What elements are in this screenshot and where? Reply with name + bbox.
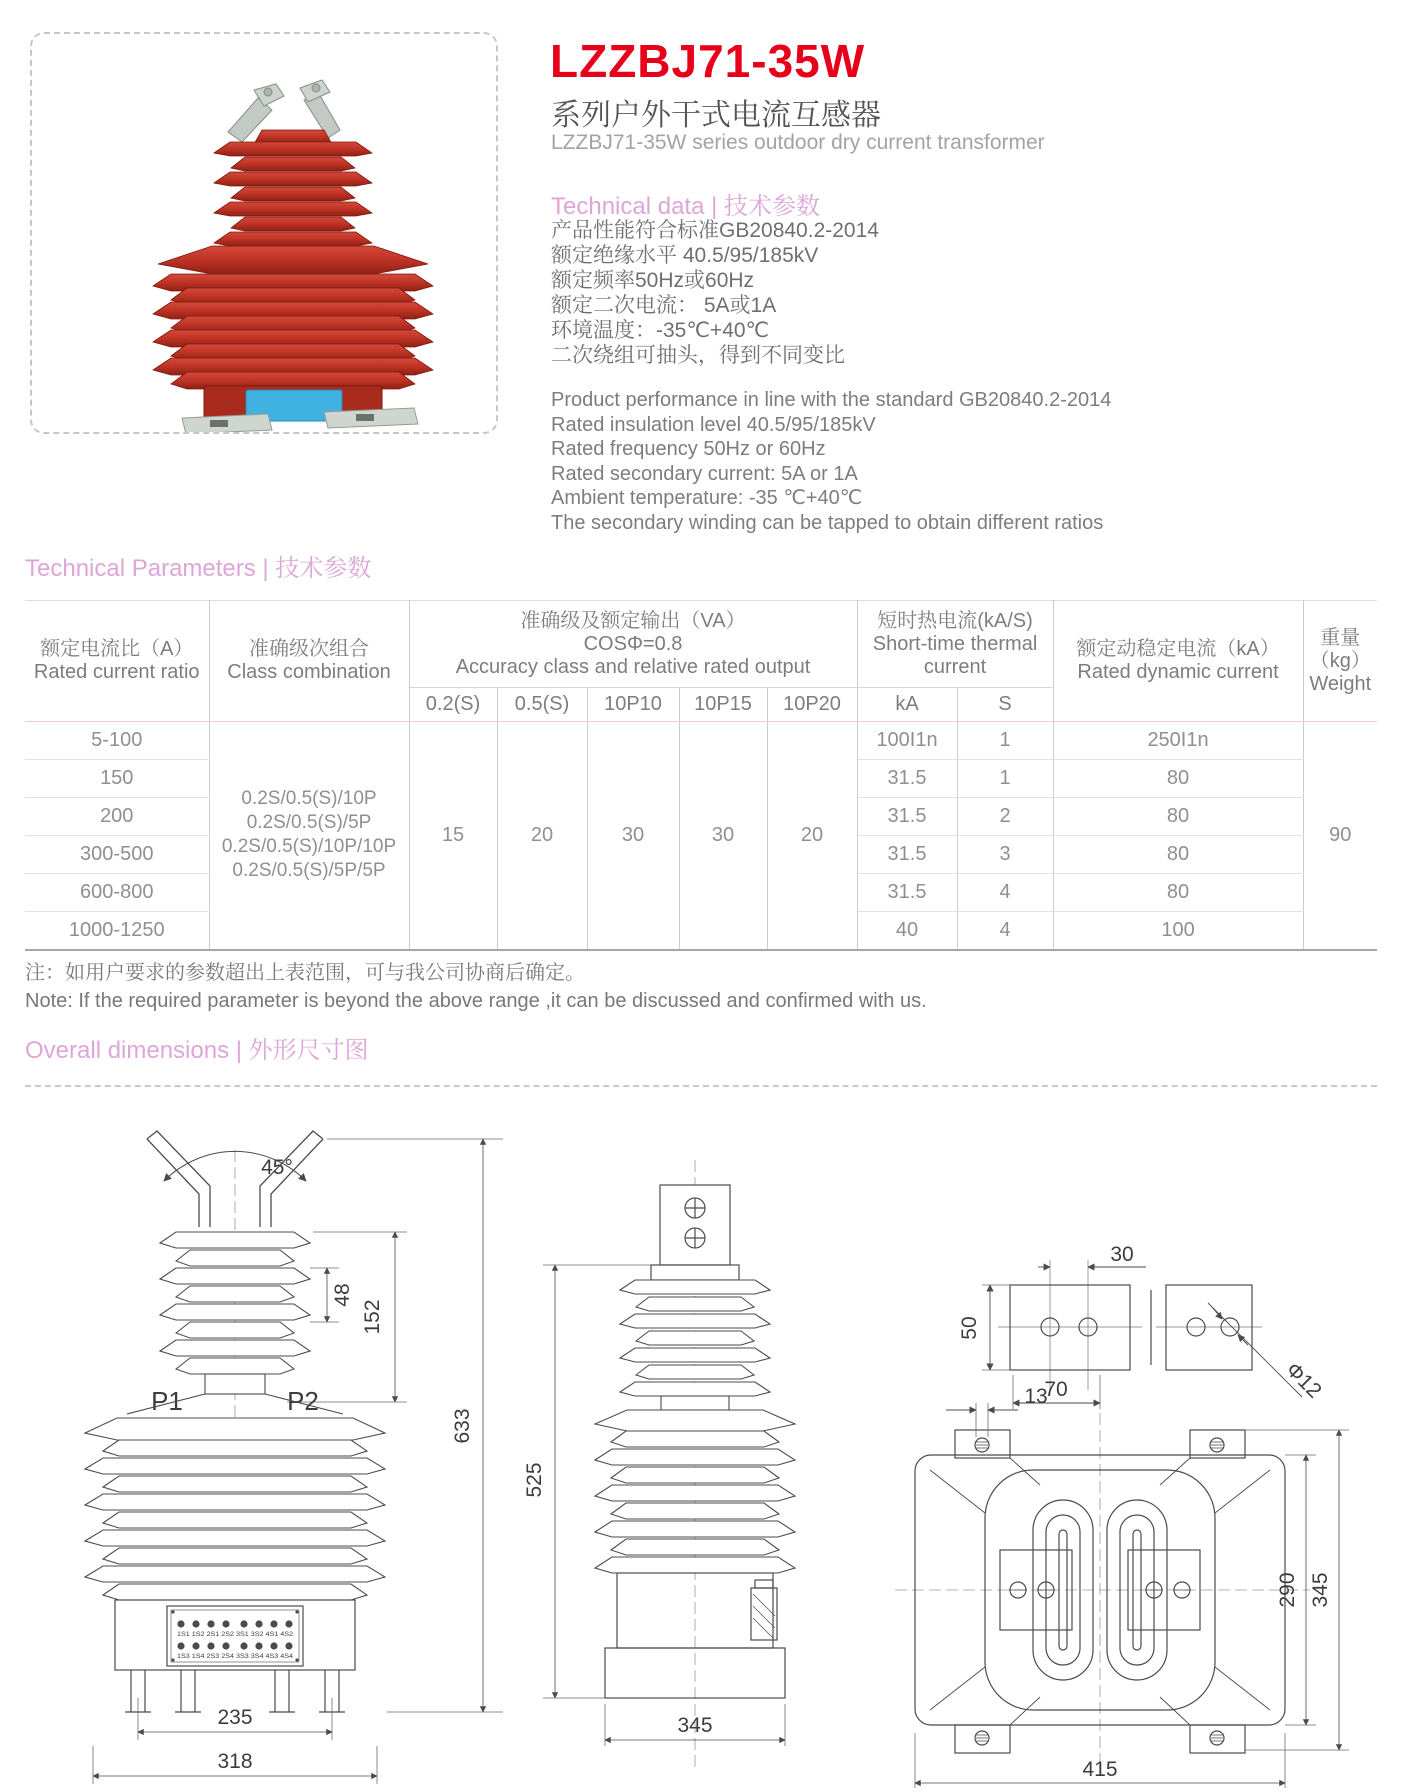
subcol-accuracy: 10P20 bbox=[767, 688, 857, 722]
col-header-class-en: Class combination bbox=[227, 661, 391, 683]
spec-line-en: Rated secondary current: 5A or 1A bbox=[551, 462, 858, 485]
dashed-divider bbox=[25, 1085, 1377, 1087]
spec-line-en: Product performance in line with the standard GB20840.2-2014 bbox=[551, 389, 1112, 411]
dynamic-cell: 80 bbox=[1053, 874, 1303, 912]
spec-list-cn bbox=[551, 218, 879, 368]
dim-label-70: 70 bbox=[1044, 1378, 1068, 1401]
col-header-short-time bbox=[857, 601, 1053, 688]
s-cell: 4 bbox=[957, 874, 1053, 912]
col-header-accuracy-en: Accuracy class and relative rated output bbox=[455, 655, 811, 678]
ratio-cell: 600-800 bbox=[25, 874, 209, 912]
dim-label-235: 235 bbox=[217, 1706, 253, 1729]
upper-sheds bbox=[160, 1232, 310, 1394]
dynamic-cell: 80 bbox=[1053, 760, 1303, 798]
side-view-drawing bbox=[455, 1140, 815, 1790]
s-cell: 3 bbox=[957, 836, 1053, 874]
spec-line-en: Ambient temperature: -35 ℃+40℃ bbox=[551, 487, 863, 509]
spec-line-cn: 二次绕组可抽头，得到不同变比 bbox=[551, 344, 845, 367]
weight-cell: 90 bbox=[1303, 722, 1377, 950]
accuracy-value-cell: 20 bbox=[497, 722, 587, 950]
ka-cell: 31.5 bbox=[857, 836, 957, 874]
dim-label-345-side: 345 bbox=[677, 1714, 713, 1737]
top-terminal-pad bbox=[651, 1185, 739, 1280]
accuracy-value-cell: 30 bbox=[679, 722, 767, 950]
dim-label-13: 13 bbox=[1024, 1385, 1048, 1408]
ratio-cell: 1000-1250 bbox=[25, 912, 209, 950]
col-header-weight bbox=[1303, 601, 1377, 722]
top-view-drawing bbox=[850, 1245, 1402, 1788]
subcol-accuracy: 0.5(S) bbox=[497, 688, 587, 722]
col-header-class-cn: 准确级次组合 bbox=[249, 638, 369, 660]
upper-sheds bbox=[620, 1280, 770, 1410]
terminal-label-p2: P2 bbox=[287, 1386, 319, 1416]
ratio-cell: 5-100 bbox=[25, 722, 209, 760]
parameters-table bbox=[25, 600, 1377, 951]
class-combination-cell bbox=[209, 722, 409, 950]
dim-label-415: 415 bbox=[1082, 1758, 1118, 1781]
dim-label-525: 525 bbox=[523, 1462, 546, 1498]
col-header-dynamic-en: Rated dynamic current bbox=[1077, 661, 1279, 683]
ratio-cell: 150 bbox=[25, 760, 209, 798]
dim-label-345-top: 345 bbox=[1309, 1572, 1332, 1608]
class-combination-line: 0.2S/0.5(S)/10P/10P bbox=[221, 836, 397, 858]
accuracy-value-cell: 30 bbox=[587, 722, 679, 950]
overall-dimensions-heading: Overall dimensions | 外形尺寸图 bbox=[25, 1037, 369, 1064]
col-header-weight-unit: （kg） bbox=[1309, 649, 1371, 672]
ka-cell: 31.5 bbox=[857, 798, 957, 836]
ratio-cell: 200 bbox=[25, 798, 209, 836]
col-header-ratio-en: Rated current ratio bbox=[33, 661, 200, 683]
subcol-accuracy: 10P10 bbox=[587, 688, 679, 722]
top-view-body bbox=[895, 1385, 1349, 1788]
col-header-dynamic bbox=[1053, 601, 1303, 722]
product-photo bbox=[32, 34, 496, 432]
ka-cell: 31.5 bbox=[857, 874, 957, 912]
lower-sheds bbox=[595, 1410, 795, 1573]
spec-line-cn: 产品性能符合标准GB20840.2-2014 bbox=[551, 219, 879, 242]
spec-line-cn: 额定绝缘水平 40.5/95/185kV bbox=[551, 244, 819, 267]
technical-data-heading: Technical data | 技术参数 bbox=[551, 193, 821, 220]
product-photo-box bbox=[30, 32, 498, 434]
dynamic-cell: 100 bbox=[1053, 912, 1303, 950]
col-header-accuracy-cn: 准确级及额定输出（VA） bbox=[520, 609, 746, 632]
col-header-dynamic-cn: 额定动稳定电流（kA） bbox=[1076, 638, 1280, 660]
ka-cell: 31.5 bbox=[857, 760, 957, 798]
bracket-detail bbox=[958, 1245, 1326, 1409]
dynamic-cell: 80 bbox=[1053, 798, 1303, 836]
col-header-short-time-cn: 短时热电流(kA/S) bbox=[877, 609, 1033, 632]
subcol-s: S bbox=[957, 688, 1053, 722]
dim-label-hole: Φ12 bbox=[1281, 1358, 1326, 1403]
col-header-weight-cn: 重量 bbox=[1320, 626, 1361, 649]
dynamic-cell: 250I1n bbox=[1053, 722, 1303, 760]
terminal-markings-row2: 1S3 1S4 2S3 2S4 3S3 3S4 4S3 4S4 bbox=[177, 1653, 294, 1660]
technical-parameters-heading: Technical Parameters | 技术参数 bbox=[25, 555, 372, 582]
dim-label-48: 48 bbox=[331, 1283, 354, 1307]
insulator-sheds bbox=[153, 130, 433, 389]
dim-label-290: 290 bbox=[1276, 1572, 1299, 1608]
ratio-cell: 300-500 bbox=[25, 836, 209, 874]
dim-label-angle: 45° bbox=[261, 1156, 293, 1179]
spec-line-cn: 额定频率50Hz或60Hz bbox=[551, 269, 755, 292]
col-header-accuracy bbox=[409, 601, 857, 688]
subcol-accuracy: 10P15 bbox=[679, 688, 767, 722]
s-cell: 1 bbox=[957, 722, 1053, 760]
col-header-ratio-cn: 额定电流比（A） bbox=[40, 638, 194, 660]
note-cn: 注：如用户要求的参数超出上表范围，可与我公司协商后确定。 bbox=[25, 962, 585, 984]
accuracy-value-cell: 20 bbox=[767, 722, 857, 950]
col-header-class bbox=[209, 601, 409, 722]
dim-label-633: 633 bbox=[451, 1408, 474, 1444]
s-cell: 2 bbox=[957, 798, 1053, 836]
series-title-cn: 系列户外干式电流互感器 bbox=[551, 99, 881, 132]
col-header-ratio bbox=[25, 601, 209, 722]
terminal-label-p1: P1 bbox=[151, 1386, 183, 1416]
dim-label-30: 30 bbox=[1110, 1245, 1134, 1266]
table-row bbox=[25, 722, 1377, 760]
series-title-en: LZZBJ71-35W series outdoor dry current transformer bbox=[551, 131, 1045, 154]
ka-cell: 40 bbox=[857, 912, 957, 950]
dim-label-318: 318 bbox=[217, 1750, 253, 1773]
page-title-model: LZZBJ71-35W bbox=[550, 35, 866, 87]
accuracy-value-cell: 15 bbox=[409, 722, 497, 950]
spec-list-en bbox=[551, 388, 1111, 535]
s-cell: 1 bbox=[957, 760, 1053, 798]
dim-label-50: 50 bbox=[958, 1316, 981, 1340]
col-header-weight-en: Weight bbox=[1309, 672, 1372, 695]
spec-line-cn: 环境温度：-35℃+40℃ bbox=[551, 319, 770, 342]
col-header-accuracy-cos: COSΦ=0.8 bbox=[583, 632, 683, 655]
note-en: Note: If the required parameter is beyond the above range ,it can be discussed and confirmed with us. bbox=[25, 990, 927, 1012]
class-combination-line: 0.2S/0.5(S)/10P bbox=[241, 788, 377, 810]
class-combination-line: 0.2S/0.5(S)/5P/5P bbox=[232, 860, 386, 882]
subcol-ka: kA bbox=[857, 688, 957, 722]
spec-line-en: The secondary winding can be tapped to obtain different ratios bbox=[551, 511, 1104, 534]
spec-line-cn: 额定二次电流： 5A或1A bbox=[551, 294, 777, 317]
dim-13 bbox=[946, 1403, 1018, 1437]
class-combination-line: 0.2S/0.5(S)/5P bbox=[246, 812, 372, 834]
dim-label-152: 152 bbox=[361, 1299, 384, 1335]
spec-line-en: Rated frequency 50Hz or 60Hz bbox=[551, 438, 826, 460]
subcol-accuracy: 0.2(S) bbox=[409, 688, 497, 722]
col-header-short-time-en: Short-time thermal current bbox=[872, 632, 1038, 678]
terminal-markings-row1: 1S1 1S2 2S1 2S2 3S1 3S2 4S1 4S2 bbox=[177, 1631, 294, 1638]
dynamic-cell: 80 bbox=[1053, 836, 1303, 874]
s-cell: 4 bbox=[957, 912, 1053, 950]
ka-cell: 100I1n bbox=[857, 722, 957, 760]
spec-line-en: Rated insulation level 40.5/95/185kV bbox=[551, 413, 876, 436]
lower-sheds bbox=[85, 1394, 385, 1600]
